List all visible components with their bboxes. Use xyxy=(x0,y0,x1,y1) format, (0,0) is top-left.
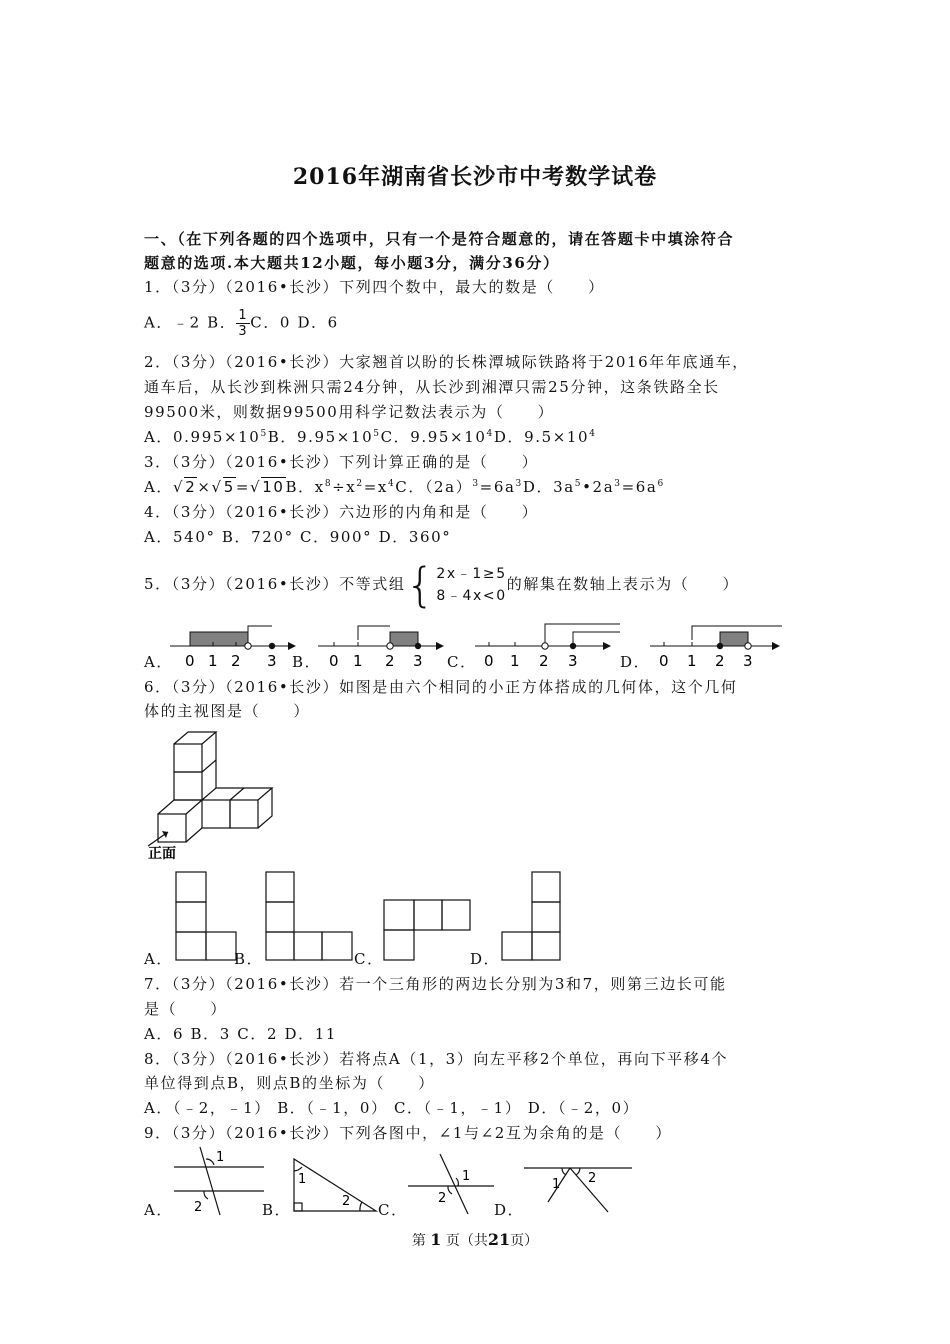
inequality-2: 8﹣4x<0 xyxy=(436,588,507,604)
q5-label-a: A． xyxy=(144,653,174,671)
q3-c-exp1: 3 xyxy=(472,479,480,489)
inequality-rows xyxy=(436,563,506,607)
inequality-1: 2x﹣1≥5 xyxy=(436,566,507,582)
tick-3: 3 xyxy=(568,652,578,670)
q1-option-c-d: C．0 D．6 xyxy=(250,313,339,332)
range-bracket xyxy=(545,624,620,646)
section-heading-line2: 题意的选项.本大题共12小题，每小题3分，满分36分） xyxy=(144,254,560,272)
sqrt-5-radicand: 5 xyxy=(223,478,235,496)
q8-line2: 单位得到点B，则点B的坐标为（ ） xyxy=(144,1074,435,1092)
q3-d-eq: =6a xyxy=(621,478,658,496)
q9-label-b: B． xyxy=(262,1201,292,1219)
q3-c-exp2: 3 xyxy=(515,479,523,489)
q5-label-b: B． xyxy=(292,653,322,671)
q3-b-exp1: 8 xyxy=(324,479,333,489)
q2-a-exp: 5 xyxy=(260,429,268,439)
closed-dot xyxy=(570,643,576,649)
number-line-b xyxy=(318,620,448,670)
footer-prefix: 第 xyxy=(411,1233,426,1249)
arrow-icon xyxy=(288,642,296,650)
q4-stem: 4．（3分）（2016•长沙）六边形的内角和是（ ） xyxy=(144,503,539,521)
sqrt-10: √10 xyxy=(250,478,285,496)
q3-option-d: D．3a xyxy=(522,478,575,496)
q5-stem-post: 的解集在数轴上表示为（ ） xyxy=(506,575,740,593)
q9-stem: 9．（3分）（2016•长沙）下列各图中，∠1与∠2互为余角的是（ ） xyxy=(144,1124,672,1142)
sqrt-5: √5 xyxy=(211,478,235,496)
range-bracket xyxy=(248,626,272,640)
q3-b-mid: ÷x xyxy=(332,478,357,496)
q6-label-c: C． xyxy=(354,950,384,968)
tick-0: 0 xyxy=(329,652,339,670)
q3-c-eq: =6a xyxy=(479,478,516,496)
angle-figure-d xyxy=(522,1158,634,1216)
q7-options: A．6 B．3 C．2 D．11 xyxy=(144,1025,337,1043)
inequality-system xyxy=(406,557,507,613)
footer-middle: 页（共 xyxy=(445,1233,488,1249)
tick-2: 2 xyxy=(231,652,241,670)
shaded-region xyxy=(390,632,418,646)
angle-2-label: 2 xyxy=(438,1191,447,1206)
open-dot xyxy=(542,643,548,649)
number-line-d xyxy=(650,620,790,670)
angle-2-label: 2 xyxy=(342,1194,351,1209)
tick-1: 1 xyxy=(687,652,697,670)
view-option-d xyxy=(500,870,564,962)
view-option-a xyxy=(174,870,238,962)
page-total: 21 xyxy=(487,1230,511,1249)
tick-1: 1 xyxy=(510,652,520,670)
view-option-c xyxy=(382,898,474,962)
open-dot xyxy=(245,643,251,649)
tick-2: 2 xyxy=(539,652,549,670)
tick-2: 2 xyxy=(385,652,395,670)
q1-option-a-b: A．﹣2 B． xyxy=(144,313,237,332)
q2-options xyxy=(144,427,597,447)
q2-option-d: D．9.5×10 xyxy=(493,428,590,446)
q2-line2: 通车后，从长沙到株洲只需24分钟，从长沙到湘潭只需25分钟，这条铁路全长 xyxy=(144,378,720,396)
q3-b-exp2: 2 xyxy=(356,479,364,489)
exam-title: 2016年湖南省长沙市中考数学试卷 xyxy=(292,164,658,190)
q3-option-c: C．（2a） xyxy=(395,478,473,496)
angle-2-label: 2 xyxy=(194,1200,203,1215)
q6-line2: 体的主视图是（ ） xyxy=(144,702,311,720)
closed-dot xyxy=(415,643,421,649)
open-dot xyxy=(745,643,751,649)
q9-label-d: D． xyxy=(494,1201,525,1219)
closed-dot xyxy=(269,643,275,649)
q3-d-exp3: 6 xyxy=(657,479,665,489)
q3-option-a-label: A． xyxy=(144,478,174,496)
q7-line2: 是（ ） xyxy=(144,1000,228,1018)
view-option-b xyxy=(264,870,356,962)
q3-d-mid: •2a xyxy=(582,478,615,496)
tick-3: 3 xyxy=(743,652,753,670)
tick-0: 0 xyxy=(185,652,195,670)
tick-3: 3 xyxy=(413,652,423,670)
angle-1-label: 1 xyxy=(216,1150,225,1165)
angle-figure-a xyxy=(170,1145,266,1217)
q3-d-exp1: 5 xyxy=(574,479,583,489)
left-brace: { xyxy=(405,558,437,612)
q2-line1: 2．（3分）（2016•长沙）大家翘首以盼的长株潭城际铁路将于2016年年底通车， xyxy=(144,353,749,371)
q1-fraction xyxy=(236,308,250,339)
q5-label-c: C． xyxy=(447,653,477,671)
q3-b-eq: =x xyxy=(363,478,388,496)
q6-label-a: A． xyxy=(144,950,174,968)
tick-1: 1 xyxy=(353,652,363,670)
tick-3: 3 xyxy=(267,652,277,670)
angle-figure-c xyxy=(406,1150,498,1216)
cube-structure-figure xyxy=(142,728,282,863)
open-dot xyxy=(387,643,393,649)
q2-line3: 99500米，则数据99500用科学记数法表示为（ ） xyxy=(144,403,555,421)
q6-line1: 6．（3分）（2016•长沙）如图是由六个相同的小正方体搭成的几何体，这个几何 xyxy=(144,678,738,696)
tick-0: 0 xyxy=(484,652,494,670)
equals-sign: = xyxy=(235,478,251,496)
q6-label-b: B． xyxy=(234,950,264,968)
q5-stem xyxy=(144,556,739,613)
q9-label-c: C． xyxy=(378,1201,408,1219)
q2-option-a: A．0.995×10 xyxy=(144,428,261,446)
sqrt-2-radicand: 2 xyxy=(185,478,197,496)
q3-d-exp2: 3 xyxy=(614,479,622,489)
footer-suffix: 页） xyxy=(510,1233,539,1249)
tick-2: 2 xyxy=(715,652,725,670)
range-bracket xyxy=(358,626,390,640)
q5-label-d: D． xyxy=(620,653,651,671)
angle-1-label: 1 xyxy=(298,1172,307,1187)
q3-options xyxy=(144,477,665,497)
q1-frac-den: 3 xyxy=(238,324,249,339)
q7-line1: 7．（3分）（2016•长沙）若一个三角形的两边长分别为3和7，则第三边长可能 xyxy=(144,975,727,993)
shaded-region xyxy=(720,632,748,646)
number-line-a xyxy=(170,620,300,670)
q5-stem-pre: 5．（3分）（2016•长沙）不等式组 xyxy=(144,575,406,593)
q3-option-b: B．x xyxy=(285,478,325,496)
angle-2-label: 2 xyxy=(588,1171,597,1186)
q2-option-b: B．9.95×10 xyxy=(267,428,374,446)
closed-dot xyxy=(717,643,723,649)
q3-b-exp3: 4 xyxy=(387,479,396,489)
number-line-c xyxy=(475,620,625,670)
q4-options: A．540° B．720° C．900° D．360° xyxy=(144,528,452,546)
sqrt-10-radicand: 10 xyxy=(262,478,285,496)
page-number: 1 xyxy=(430,1230,442,1249)
arrow-icon xyxy=(772,642,780,650)
shaded-region xyxy=(190,632,248,646)
arrow-icon xyxy=(603,642,611,650)
q3-stem: 3．（3分）（2016•长沙）下列计算正确的是（ ） xyxy=(144,453,539,471)
q9-label-a: A． xyxy=(144,1201,174,1219)
q1-frac-num: 1 xyxy=(238,308,249,323)
arrow-icon xyxy=(162,831,168,838)
q8-line1: 8．（3分）（2016•长沙）若将点A（1，3）向左平移2个单位，再向下平移4个 xyxy=(144,1050,729,1068)
q1-stem: 1．（3分）（2016•长沙）下列四个数中，最大的数是（ ） xyxy=(144,278,605,296)
angle-figure-b xyxy=(288,1155,380,1215)
q2-c-exp: 4 xyxy=(486,429,494,439)
q2-d-exp: 4 xyxy=(589,429,597,439)
angle-1-label: 1 xyxy=(552,1177,561,1192)
times-sign: × xyxy=(197,478,212,496)
q2-b-exp: 5 xyxy=(373,429,381,439)
angle-1-label: 1 xyxy=(462,1169,471,1184)
page-footer xyxy=(0,1230,950,1250)
q6-label-d: D． xyxy=(470,950,501,968)
q8-options: A．（﹣2，﹣1） B．（﹣1，0） C．（﹣1，﹣1） D．（﹣2，0） xyxy=(144,1099,640,1117)
tick-1: 1 xyxy=(208,652,218,670)
q2-option-c: C．9.95×10 xyxy=(380,428,487,446)
tick-0: 0 xyxy=(659,652,669,670)
q1-options xyxy=(144,308,339,339)
front-view-label: 正面 xyxy=(148,846,176,862)
arrow-icon xyxy=(436,642,444,650)
range-bracket-2 xyxy=(573,632,620,646)
section-heading-line1: 一、（在下列各题的四个选项中，只有一个是符合题意的，请在答题卡中填涂符合 xyxy=(144,230,735,248)
sqrt-2: √2 xyxy=(173,478,197,496)
